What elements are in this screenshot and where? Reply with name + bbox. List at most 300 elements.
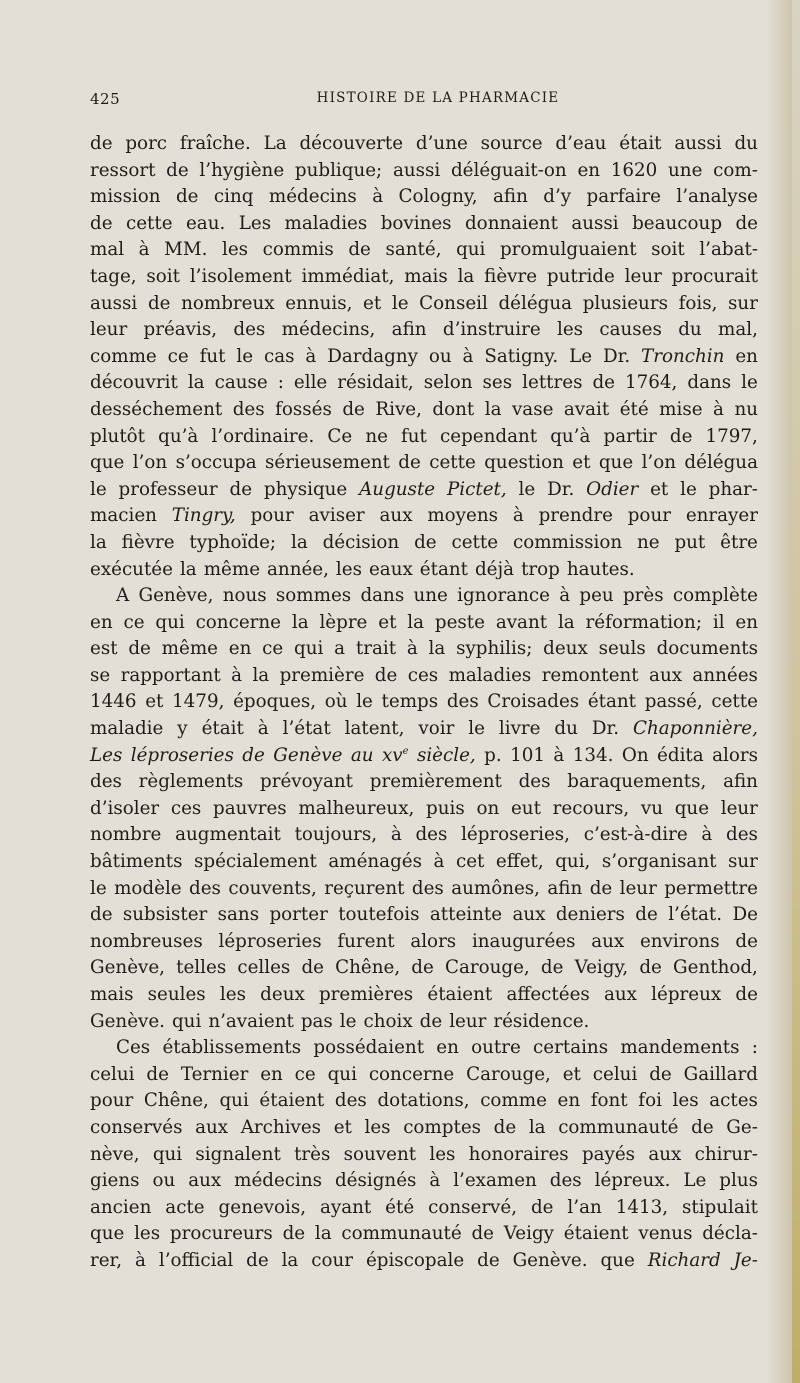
word: de: [246, 1249, 269, 1271]
word: professeur: [118, 478, 218, 500]
word: léproseries: [130, 744, 234, 766]
word: de: [374, 664, 398, 686]
word: fièvre: [121, 531, 175, 553]
word: genevois,: [218, 1196, 307, 1218]
word: à: [701, 824, 713, 846]
word: leur: [90, 319, 128, 341]
word: aux: [195, 1116, 229, 1138]
word: celui: [90, 1063, 135, 1085]
word: foi: [638, 1090, 662, 1112]
word: soit: [146, 265, 180, 287]
word: Auguste: [359, 478, 436, 500]
text-line: [90, 1009, 758, 1036]
word: Les: [238, 212, 272, 234]
word: signalent: [195, 1143, 281, 1165]
text-line: [90, 610, 758, 637]
word: désignés: [334, 1170, 417, 1192]
word: 1797,: [705, 425, 758, 447]
word: modèle: [114, 877, 182, 899]
word: $xv^e$: [381, 744, 409, 766]
word: d’isoler: [90, 797, 160, 819]
text-line: [90, 477, 758, 504]
running-title: HISTOIRE DE LA PHARMACIE: [316, 90, 560, 106]
word: celui: [592, 1063, 638, 1085]
word: fois,: [678, 292, 718, 314]
word: plusieurs: [582, 292, 668, 314]
word: A: [116, 585, 130, 607]
text-line: [90, 131, 758, 158]
word: et: [145, 691, 164, 713]
word: étant: [419, 558, 468, 580]
word: du: [734, 133, 758, 154]
text-line: [90, 291, 758, 318]
word: pour: [250, 505, 294, 527]
word: de: [414, 531, 437, 553]
word: porc: [125, 133, 168, 154]
text-line: [90, 1088, 758, 1115]
text-line: [90, 1062, 758, 1089]
word: alors: [712, 744, 758, 766]
word: au: [350, 744, 374, 766]
word: dans: [687, 372, 732, 394]
word: époques,: [233, 691, 317, 713]
word: desséchement: [90, 398, 223, 420]
word: aussi: [571, 212, 619, 234]
word: physique: [263, 478, 348, 500]
word: typhoïde;: [189, 531, 277, 553]
word: aux: [591, 930, 625, 952]
word: étaient: [427, 984, 493, 1005]
word: à: [372, 186, 384, 208]
word: qui: [456, 239, 486, 261]
word: pas: [300, 1010, 333, 1032]
word: et: [650, 478, 669, 500]
word: la: [457, 265, 475, 287]
word: mal: [90, 239, 125, 261]
word: en: [577, 159, 601, 181]
word: communauté: [341, 1223, 462, 1245]
word: médecins,: [281, 319, 376, 341]
word: à: [135, 1249, 146, 1271]
word: partir: [603, 425, 657, 447]
word: aussi: [90, 292, 138, 314]
word: cause: [214, 372, 268, 394]
word: aux: [188, 1170, 222, 1192]
word: l’état: [282, 718, 331, 740]
word: prévoyant: [260, 771, 353, 793]
word: porter: [269, 904, 328, 926]
word: moyens: [427, 505, 498, 527]
word: Ces: [116, 1037, 151, 1059]
word: en: [90, 611, 113, 633]
word: permettre: [664, 877, 758, 899]
word: maladie: [90, 718, 164, 740]
word: l’an: [567, 1196, 602, 1218]
word: l’hygiène: [199, 159, 285, 181]
word: souvent: [343, 1143, 417, 1165]
text-line: [90, 264, 758, 291]
text-line: [90, 929, 758, 956]
word: com-: [713, 159, 758, 181]
word: dans: [360, 585, 405, 607]
word: s’occupa: [175, 452, 257, 474]
word: les: [672, 1090, 699, 1112]
word: Gaillard: [683, 1063, 758, 1085]
word: Dardagny: [327, 345, 418, 367]
word: seules: [147, 984, 206, 1005]
word: la: [291, 611, 309, 633]
word: Les: [90, 744, 123, 766]
word: eaux: [368, 558, 413, 580]
word: à: [305, 345, 317, 367]
word: en: [260, 1063, 283, 1085]
text-line: [90, 237, 758, 264]
word: cependant: [440, 425, 538, 447]
word: que: [600, 1249, 635, 1271]
text-line: [90, 1035, 758, 1062]
word: concerne: [368, 1063, 455, 1085]
word: puis: [426, 797, 465, 819]
word: qu’à: [550, 425, 591, 447]
word: les: [335, 558, 362, 580]
word: de: [282, 1223, 306, 1245]
word: était: [619, 133, 662, 154]
word: de: [589, 877, 613, 899]
word: acte: [165, 1196, 205, 1218]
text-line: [90, 344, 758, 371]
word: des: [518, 771, 551, 793]
word: aux: [603, 984, 637, 1005]
word: ce: [294, 1063, 316, 1085]
word: immédiat,: [301, 265, 395, 287]
word: l’on: [132, 452, 168, 474]
word: Dr.: [602, 345, 631, 367]
word: cette: [711, 691, 758, 713]
word: la: [407, 611, 425, 633]
word: de: [242, 744, 265, 766]
word: décision: [322, 531, 400, 553]
word: et: [333, 1116, 352, 1138]
word: de: [669, 425, 693, 447]
word: conservé,: [428, 1196, 518, 1218]
word: le: [90, 478, 107, 500]
word: sur: [727, 851, 758, 873]
word: seuls: [598, 638, 646, 660]
text-line: [90, 822, 758, 849]
word: environs: [639, 930, 720, 952]
word: et: [562, 1063, 581, 1085]
word: les: [219, 984, 246, 1005]
word: les: [364, 1116, 391, 1138]
word: lettres: [522, 372, 583, 394]
word: même: [203, 558, 261, 580]
word: qui: [171, 1010, 202, 1032]
word: ses: [482, 372, 513, 394]
word: médecins: [268, 186, 357, 208]
page-number: 425: [90, 90, 121, 108]
word: l’on: [641, 452, 677, 474]
word: à: [406, 638, 418, 660]
word: reçurent: [324, 877, 405, 899]
word: recours,: [552, 797, 630, 819]
word: commis: [262, 239, 334, 261]
word: de: [639, 957, 662, 979]
word: ou: [428, 345, 452, 367]
word: mission: [90, 186, 161, 208]
word: délégua: [684, 452, 758, 474]
word: c’est-à-dire: [583, 824, 688, 846]
word: procureurs: [169, 1223, 273, 1245]
text-line: [90, 557, 758, 584]
word: vase: [511, 398, 554, 420]
word: ce: [262, 638, 284, 660]
word: qui: [327, 1063, 357, 1085]
word: de: [147, 292, 171, 314]
text-line: [90, 716, 758, 743]
word: question: [484, 452, 564, 474]
word: premières: [318, 984, 414, 1005]
word: augmentait: [175, 824, 281, 846]
word: des: [415, 824, 448, 846]
word: sans: [217, 904, 260, 926]
word: celles: [237, 957, 291, 979]
word: plus: [719, 1170, 758, 1192]
word: à: [257, 718, 269, 740]
word: fraîche.: [179, 133, 251, 154]
word: Archives: [240, 1116, 322, 1138]
word: ressort: [90, 159, 156, 181]
word: l’analyse: [676, 186, 758, 208]
word: nombre: [90, 824, 162, 846]
word: établissements: [162, 1037, 302, 1059]
word: 1764,: [625, 372, 678, 394]
word: de: [477, 1249, 500, 1271]
text-line: [90, 743, 758, 770]
word: conservés: [90, 1116, 183, 1138]
word: l’isolement: [189, 265, 292, 287]
word: très: [294, 1143, 331, 1165]
word: trait: [355, 638, 397, 660]
word: afin: [391, 319, 427, 341]
word: la: [314, 1223, 332, 1245]
word: toutefois: [338, 904, 420, 926]
word: Ternier: [180, 1063, 249, 1085]
word: de: [342, 398, 365, 420]
word: chirur-: [694, 1143, 758, 1165]
word: même: [161, 638, 218, 660]
word: passé,: [644, 691, 703, 713]
word: payés: [581, 1143, 636, 1165]
word: se: [90, 664, 111, 686]
word: le: [468, 718, 485, 740]
word: dotations,: [377, 1090, 470, 1112]
word: afin: [723, 771, 758, 793]
word: putride: [546, 265, 615, 287]
word: première: [279, 664, 365, 686]
text-line: [90, 317, 758, 344]
word: nous: [222, 585, 267, 607]
word: cette: [451, 531, 499, 553]
word: livre: [498, 718, 541, 740]
word: cas: [263, 345, 295, 367]
word: inaugurées: [471, 930, 576, 952]
word: Veigy: [503, 1223, 554, 1245]
word: latent,: [344, 718, 405, 740]
word: possédaient: [313, 1037, 425, 1059]
word: des: [726, 824, 758, 846]
word: aux: [512, 904, 546, 926]
word: étaient: [563, 1223, 629, 1245]
word: les: [556, 319, 584, 341]
word: et: [363, 292, 382, 314]
word: concerne: [195, 611, 281, 633]
word: Richard: [647, 1249, 721, 1271]
word: s’organisant: [601, 851, 717, 873]
word: afin: [492, 186, 528, 208]
word: les: [429, 1143, 456, 1165]
word: peste: [434, 611, 485, 633]
word: du: [554, 718, 578, 740]
word: fut: [401, 425, 427, 447]
word: à: [553, 744, 565, 766]
word: les: [134, 1223, 161, 1245]
word: afin: [547, 877, 583, 899]
word: en: [436, 1037, 459, 1059]
word: comme: [90, 345, 157, 367]
word: nu: [734, 398, 758, 420]
word: On: [621, 744, 649, 766]
word: ces: [407, 664, 439, 686]
text-line: [90, 370, 758, 397]
word: leur: [624, 265, 662, 287]
word: de: [90, 904, 113, 926]
word: à: [231, 664, 243, 686]
word: sommes: [275, 585, 352, 607]
word: MM.: [164, 239, 208, 261]
word: une: [413, 585, 448, 607]
word: premièrement: [369, 771, 502, 793]
body-text: [90, 131, 758, 1275]
word: délégua: [498, 292, 573, 314]
word: des: [446, 691, 479, 713]
word: publique;: [294, 159, 383, 181]
text-line: [90, 1221, 758, 1248]
word: léproseries,: [461, 824, 570, 846]
word: Chêne,: [143, 1090, 209, 1112]
word: de: [348, 239, 371, 261]
word: édita: [657, 744, 704, 766]
word: près: [622, 585, 664, 607]
word: mais: [404, 265, 448, 287]
word: des: [549, 1170, 582, 1192]
word: Je-: [733, 1249, 758, 1271]
word: sérieusement: [265, 452, 390, 474]
word: choix: [363, 1010, 413, 1032]
word: de: [530, 1196, 554, 1218]
word: la: [281, 1249, 299, 1271]
word: Carouge,: [444, 957, 530, 979]
word: aux: [649, 664, 683, 686]
text-line: [90, 902, 758, 929]
word: les: [221, 239, 249, 261]
word: de: [419, 1010, 443, 1032]
word: ancien: [90, 1196, 152, 1218]
word: des: [90, 771, 122, 793]
word: atteinte: [429, 904, 503, 926]
word: syphilis;: [456, 638, 533, 660]
word: réformation;: [585, 611, 702, 633]
word: mise: [659, 398, 703, 420]
word: la: [179, 558, 197, 580]
word: de: [649, 1063, 672, 1085]
text-line: [90, 583, 758, 610]
word: cette: [125, 212, 173, 234]
word: vu: [640, 797, 663, 819]
word: soit: [651, 239, 685, 261]
word: la: [90, 531, 107, 553]
word: bovines: [380, 212, 452, 234]
word: fossés: [275, 398, 332, 420]
word: le: [680, 478, 697, 500]
word: de: [735, 212, 758, 234]
text-line: [90, 769, 758, 796]
word: le: [741, 372, 758, 394]
text-line: [90, 158, 758, 185]
word: Ge-: [726, 1116, 758, 1138]
word: et: [572, 452, 591, 474]
word: Dr.: [547, 478, 575, 500]
word: de: [635, 904, 658, 926]
word: Chêne,: [335, 957, 401, 979]
word: certains: [533, 1037, 609, 1059]
word: nombreuses: [90, 930, 203, 952]
word: Le: [683, 1170, 707, 1192]
word: ne: [636, 531, 660, 553]
word: et: [378, 611, 397, 633]
word: Genève: [273, 744, 343, 766]
word: leur: [449, 1010, 487, 1032]
word: de: [166, 159, 189, 181]
word: qui,: [555, 851, 591, 873]
word: que: [674, 797, 710, 819]
word: 101: [510, 744, 545, 766]
word: léproseries: [218, 930, 322, 952]
word: du: [678, 319, 702, 341]
word: que: [90, 452, 125, 474]
word: résidence.: [493, 1010, 590, 1032]
word: de: [90, 212, 113, 234]
word: pour: [90, 1090, 134, 1112]
word: leur: [619, 877, 657, 899]
word: Genève.: [512, 1249, 588, 1271]
word: le: [356, 691, 373, 713]
word: cette: [429, 452, 476, 474]
text-line: [90, 1168, 758, 1195]
word: y: [177, 718, 188, 740]
text-line: [90, 1195, 758, 1222]
word: d’eau: [555, 133, 607, 154]
word: de: [90, 133, 113, 154]
word: deux: [260, 984, 305, 1005]
word: honoraires: [468, 1143, 569, 1165]
word: épiscopale: [365, 1249, 465, 1271]
word: elle: [293, 372, 328, 394]
word: comme: [480, 1090, 547, 1112]
word: de: [493, 1116, 517, 1138]
word: Genève,: [138, 585, 214, 607]
word: :: [277, 372, 284, 394]
word: ou: [152, 1170, 176, 1192]
